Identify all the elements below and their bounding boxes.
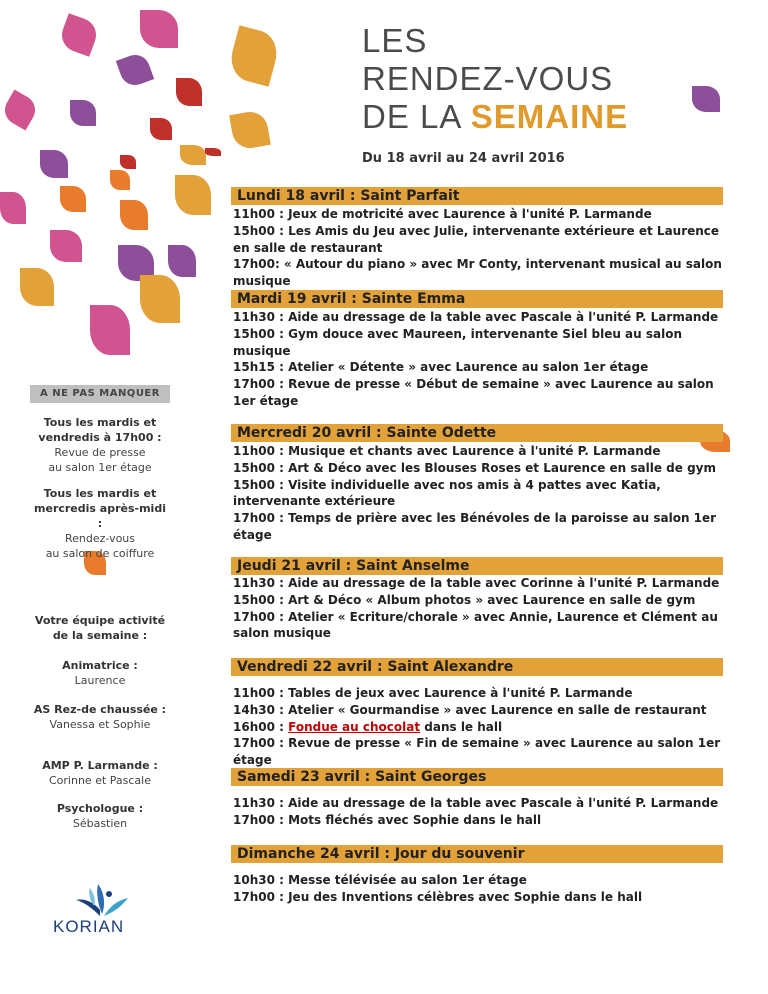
title-line-3-prefix: DE LA bbox=[362, 98, 471, 135]
activity-line bbox=[233, 719, 728, 736]
notice-value: Revue de presse bbox=[54, 446, 146, 459]
leaf-shape bbox=[226, 25, 282, 87]
activity-line: 14h30 : Atelier « Gourmandise » avec Laurence en salle de restaurant bbox=[233, 702, 707, 717]
title-accent: SEMAINE bbox=[470, 98, 629, 135]
korian-leaf-icon bbox=[54, 880, 150, 920]
leaf-shape bbox=[180, 145, 206, 165]
role-label: AMP P. Larmande : bbox=[42, 759, 158, 772]
activity-line: 17h00 : Atelier « Ecriture/chorale » avec Annie, Laurence et Clément au salon musique bbox=[233, 609, 718, 641]
role-value: Vanessa et Sophie bbox=[49, 718, 151, 731]
leaf-shape bbox=[90, 305, 130, 355]
notice-label: Tous les mardis et mercredis après-midi : bbox=[34, 487, 166, 530]
activity-line: 11h30 : Aide au dressage de la table avec Corinne à l'unité P. Larmande bbox=[233, 576, 720, 590]
activity-line: 17h00 : Mots fléchés avec Sophie dans le hall bbox=[233, 812, 542, 827]
leaf-shape bbox=[176, 78, 202, 106]
leaf-shape bbox=[168, 245, 196, 277]
day-header-friday: Vendredi 22 avril : Saint Alexandre bbox=[231, 658, 723, 676]
activity-line: 17h00 : Revue de presse « Fin de semaine » avec Laurence au salon 1er étage bbox=[233, 736, 721, 768]
team-psy bbox=[30, 801, 170, 831]
day-body-sunday bbox=[233, 872, 728, 906]
leaf-shape bbox=[110, 170, 130, 190]
role-label: Animatrice : bbox=[62, 659, 138, 672]
role-value: Sébastien bbox=[72, 817, 128, 830]
activity-line: 17h00: « Autour du piano » avec Mr Conty, intervenant musical au salon musique bbox=[233, 257, 722, 289]
team-amp bbox=[30, 758, 170, 788]
day-body-monday bbox=[233, 206, 728, 290]
activity-line: 11h30 : Aide au dressage de la table avec Pascale à l'unité P. Larmande bbox=[233, 310, 719, 324]
role-label: AS Rez-de chaussée : bbox=[33, 703, 167, 716]
notice-value: au salon de coiffure bbox=[45, 547, 155, 560]
notice-label: Tous les mardis et vendredis à 17h00 : bbox=[38, 416, 162, 444]
day-header-sunday: Dimanche 24 avril : Jour du souvenir bbox=[231, 845, 723, 863]
day-header-monday: Lundi 18 avril : Saint Parfait bbox=[231, 187, 723, 205]
leaf-shape bbox=[70, 100, 96, 126]
day-body-wednesday bbox=[233, 443, 728, 544]
activity-line: 15h00 : Art & Déco « Album photos » avec Laurence en salle de gym bbox=[233, 592, 696, 607]
leaf-shape bbox=[692, 86, 720, 112]
notice-item-revue bbox=[30, 415, 170, 475]
activity-line: 17h00 : Jeu des Inventions célèbres avec Sophie dans le hall bbox=[233, 889, 643, 904]
title-line-2: RENDEZ-VOUS bbox=[362, 60, 614, 97]
leaf-shape bbox=[0, 90, 40, 131]
team-animatrice bbox=[30, 658, 170, 688]
day-header-tuesday: Mardi 19 avril : Sainte Emma bbox=[231, 290, 723, 308]
notice-value: au salon 1er étage bbox=[48, 461, 152, 474]
day-body-tuesday bbox=[233, 309, 728, 410]
activity-line: 15h00 : Visite individuelle avec nos amis à 4 pattes avec Katia, intervenante extérieure bbox=[233, 477, 661, 509]
role-value: Laurence bbox=[74, 674, 126, 687]
leaf-shape bbox=[50, 230, 82, 262]
activity-line: 15h00 : Les Amis du Jeu avec Julie, intervenante extérieure et Laurence en salle de restaurant bbox=[233, 223, 720, 255]
notice-title: A NE PAS MANQUER bbox=[30, 385, 170, 403]
activity-line: 11h00 : Tables de jeux avec Laurence à l'unité P. Larmande bbox=[233, 686, 633, 700]
notice-item-coiffure bbox=[30, 486, 170, 561]
page-title bbox=[362, 22, 628, 136]
fondue-link[interactable]: Fondue au chocolat bbox=[288, 719, 421, 734]
leaf-shape bbox=[57, 13, 101, 57]
leaf-shape bbox=[175, 175, 211, 215]
activity-suffix: dans le hall bbox=[420, 719, 503, 734]
role-value: Corinne et Pascale bbox=[49, 774, 151, 787]
activity-line: 11h00 : Musique et chants avec Laurence à l'unité P. Larmande bbox=[233, 444, 661, 458]
leaf-shape bbox=[60, 186, 86, 212]
leaf-shape bbox=[0, 192, 26, 224]
day-body-friday bbox=[233, 685, 728, 769]
activity-line: 15h00 : Art & Déco avec les Blouses Roses et Laurence en salle de gym bbox=[233, 460, 716, 475]
activity-line: 15h15 : Atelier « Détente » avec Laurence au salon 1er étage bbox=[233, 360, 649, 375]
day-header-thursday: Jeudi 21 avril : Saint Anselme bbox=[231, 557, 723, 575]
team-as bbox=[30, 702, 170, 732]
day-header-wednesday: Mercredi 20 avril : Sainte Odette bbox=[231, 424, 723, 442]
activity-line: 17h00 : Revue de presse « Début de semaine » avec Laurence au salon 1er étage bbox=[233, 377, 714, 408]
leaf-shape bbox=[116, 51, 154, 89]
leaf-shape bbox=[120, 200, 148, 230]
team-heading bbox=[30, 613, 170, 643]
title-line-3 bbox=[362, 98, 628, 136]
day-body-thursday bbox=[233, 575, 728, 642]
leaf-shape bbox=[140, 10, 178, 48]
activity-line: 15h00 : Gym douce avec Maureen, intervenante Siel bleu au salon musique bbox=[233, 326, 683, 358]
leaf-shape bbox=[229, 109, 271, 151]
leaf-shape bbox=[205, 148, 221, 156]
leaf-shape bbox=[40, 150, 68, 178]
activity-line: 17h00 : Temps de prière avec les Bénévoles de la paroisse au salon 1er étage bbox=[233, 511, 717, 542]
leaf-shape bbox=[120, 155, 136, 169]
activity-time: 16h00 : bbox=[233, 719, 289, 734]
activity-line: 11h00 : Jeux de motricité avec Laurence à l'unité P. Larmande bbox=[233, 207, 652, 221]
day-header-saturday: Samedi 23 avril : Saint Georges bbox=[231, 768, 723, 786]
activity-line: 10h30 : Messe télévisée au salon 1er étage bbox=[233, 873, 527, 887]
activity-line: 11h30 : Aide au dressage de la table avec Pascale à l'unité P. Larmande bbox=[233, 796, 719, 810]
day-body-saturday bbox=[233, 795, 728, 829]
team-label: Votre équipe activité de la semaine : bbox=[34, 614, 166, 642]
leaf-shape bbox=[20, 268, 54, 306]
korian-logo-text: KORIAN bbox=[53, 917, 125, 936]
title-line-1: LES bbox=[362, 22, 428, 59]
leaf-shape bbox=[150, 118, 172, 140]
date-range: Du 18 avril au 24 avril 2016 bbox=[362, 151, 565, 166]
role-label: Psychologue : bbox=[56, 802, 144, 815]
leaf-shape bbox=[140, 275, 180, 323]
notice-value: Rendez-vous bbox=[64, 532, 136, 545]
